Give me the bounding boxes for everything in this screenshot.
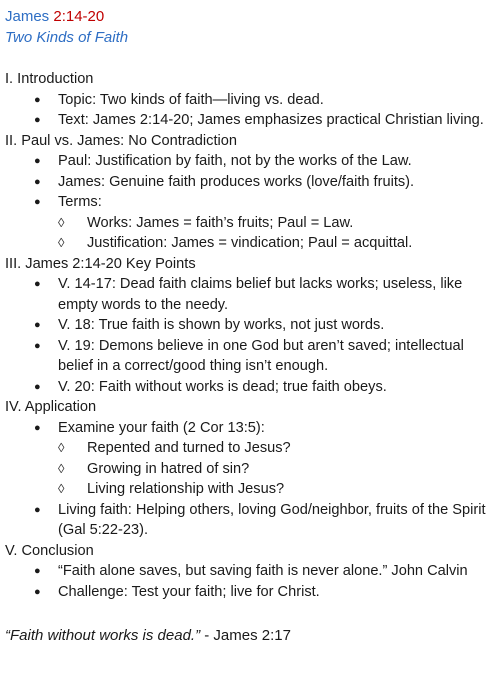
title-book: James: [5, 8, 54, 25]
section-points: [5, 151, 494, 254]
list-item: [5, 582, 494, 603]
bullet-icon: ●: [34, 319, 41, 331]
list-item: [5, 315, 494, 336]
document-title: [5, 6, 494, 27]
sub-points: [58, 438, 494, 500]
section-heading: II. Paul vs. James: No Contradiction: [5, 132, 237, 149]
diamond-icon: ◊: [58, 460, 65, 476]
point-text: Paul: Justification by faith, not by the works of the Law.: [58, 153, 412, 169]
list-item: [5, 110, 494, 131]
list-item: [5, 90, 494, 111]
point-text: V. 20: Faith without works is dead; true faith obeys.: [58, 378, 387, 395]
section-points: [5, 274, 494, 397]
section-heading: III. James 2:14-20 Key Points: [5, 255, 196, 272]
section-points: [5, 561, 494, 602]
point-text: “Faith alone saves, but saving faith is never alone.” John Calvin: [58, 563, 468, 579]
section-heading: V. Conclusion: [5, 542, 94, 559]
point-text: Living faith: Helping others, loving God/neighbor, fruits of the Spirit (Gal 5:22-23).: [58, 501, 486, 538]
list-item: [5, 151, 494, 172]
bullet-icon: ●: [34, 155, 41, 167]
bullet-icon: ●: [34, 421, 41, 434]
closing-quote: [5, 626, 494, 647]
document-subtitle: Two Kinds of Faith: [5, 29, 129, 46]
diamond-icon: ◊: [58, 440, 65, 455]
bullet-icon: ●: [34, 114, 41, 126]
point-text: V. 19: Demons believe in one God but aren’t saved; intellectual belief in a correct/good thing isn’t enough.: [58, 337, 464, 374]
outline: [5, 69, 494, 602]
list-item: [5, 561, 494, 582]
diamond-icon: ◊: [58, 235, 65, 250]
diamond-icon: ◊: [58, 481, 65, 496]
point-text: Challenge: Test your faith; live for Christ.: [58, 583, 320, 600]
sub-list-item: [58, 479, 494, 500]
quote-attribution: - James 2:17: [200, 627, 291, 644]
bullet-icon: ●: [34, 93, 41, 106]
bullet-icon: ●: [34, 278, 41, 290]
title-reference: 2:14-20: [53, 8, 105, 25]
sub-list-item: [58, 233, 494, 254]
list-item: [5, 336, 494, 377]
sub-points: [58, 213, 494, 254]
sub-list-item: [58, 438, 494, 459]
list-item: [5, 172, 494, 193]
bullet-icon: ●: [34, 339, 41, 352]
section-points: [5, 90, 494, 131]
list-item: [5, 418, 494, 500]
list-item: [5, 274, 494, 315]
point-text: James: Genuine faith produces works (love/faith fruits).: [58, 173, 415, 190]
quote-text: “Faith without works is dead.”: [5, 627, 201, 644]
bullet-icon: ●: [34, 175, 41, 188]
sub-point-text: Works: James = faith’s fruits; Paul = Law.: [87, 214, 354, 231]
bullet-icon: ●: [34, 565, 41, 577]
section-heading: I. Introduction: [5, 71, 94, 87]
list-item: [5, 500, 494, 541]
bullet-icon: ●: [34, 380, 41, 393]
list-item: [5, 377, 494, 398]
sub-point-text: Justification: James = vindication; Paul = acquittal.: [87, 235, 413, 251]
list-item: [5, 192, 494, 254]
bullet-icon: ●: [34, 585, 41, 598]
bullet-icon: ●: [34, 503, 41, 516]
diamond-icon: ◊: [58, 214, 65, 230]
section-points: [5, 418, 494, 541]
sub-list-item: [58, 213, 494, 234]
sub-list-item: [58, 459, 494, 480]
point-text: Terms:: [58, 194, 102, 210]
sub-point-text: Living relationship with Jesus?: [87, 481, 285, 497]
point-text: Text: James 2:14-20; James emphasizes practical Christian living.: [58, 112, 484, 128]
point-text: Examine your faith (2 Cor 13:5):: [58, 419, 265, 436]
point-text: V. 18: True faith is shown by works, not just words.: [58, 317, 385, 333]
point-text: V. 14-17: Dead faith claims belief but lacks works; useless, like empty words to the needy.: [58, 276, 463, 313]
section-heading: IV. Application: [5, 399, 97, 415]
bullet-icon: ●: [34, 196, 41, 208]
sub-point-text: Growing in hatred of sin?: [87, 460, 250, 477]
sub-point-text: Repented and turned to Jesus?: [87, 440, 291, 456]
point-text: Topic: Two kinds of faith—living vs. dead.: [58, 91, 324, 108]
